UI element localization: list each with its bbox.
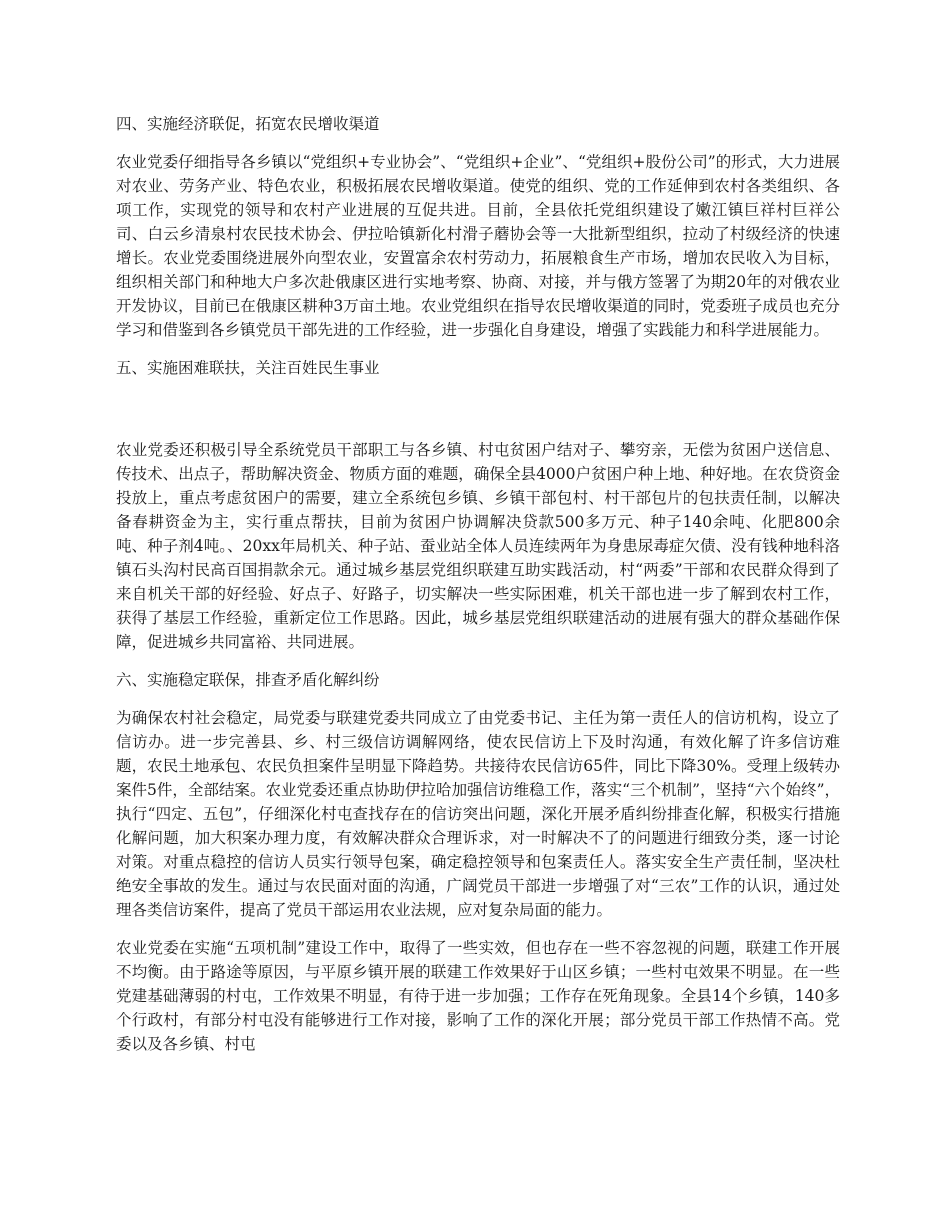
paragraph-problems-summary: 农业党委在实施“五项机制”建设工作中，取得了一些实效，但也存在一些不容忽视的问题，联建工作开展不均衡。由于路途等原因，与平原乡镇开展的联建工作效果好于山区乡镇；一些村屯效果不明显。在一些党建基础薄弱的村屯，工作效果不明显，有待于进一步加强；工作存在死角现象。全县14个乡镇，140多个行政村，有部分村屯没有能够进行工作对接，影响了工作的深化开展；部分党员干部工作热情不高。党委以及各乡镇、村屯	[116, 939, 840, 1053]
paragraph-stability-petitions: 为确保农村社会稳定，局党委与联建党委共同成立了由党委书记、主任为第一责任人的信访机构，设立了信访办。进一步完善县、乡、村三级信访调解网络，使农民信访上下及时沟通，有效化解了许多信访难题，农民土地承包、农民负担案件呈明显下降趋势。共接待农民信访65件，同比下降30%。受理上级转办案件5件，全部结案。农业党委还重点协助伊拉哈加强信访维稳工作，落实“三个机制”，坚持“六个始终”，执行“四定、五包”，仔细深化村屯查找存在的信访突出问题，深化开展矛盾纠纷排查化解，积极实行措施化解问题，加大积案办理力度，有效解决群众合理诉求，对一时解决不了的问题进行细致分类，逐一讨论对策。对重点稳控的信访人员实行领导包案，确定稳控领导和包案责任人。落实安全生产责任制，坚决杜绝安全事故的发生。通过与农民面对面的沟通，广阔党员干部进一步增强了对“三农”工作的认识，通过处理各类信访案件，提高了党员干部运用农业法规，应对复杂局面的能力。	[116, 709, 840, 919]
section-heading-4: 四、实施经济联促，拓宽农民增收渠道	[116, 115, 380, 133]
section-heading-5: 五、实施困难联扶，关注百姓民生事业	[116, 359, 380, 377]
paragraph-economic-linkage: 农业党委仔细指导各乡镇以“党组织+专业协会”、“党组织+企业”、“党组织+股份公司”的形式，大力进展对农业、劳务产业、特色农业，积极拓展农民增收渠道。使党的组织、党的工作延伸到农村各类组织、各项工作，实现党的领导和农村产业进展的互促共进。目前，全县依托党组织建设了嫩江镇巨祥村巨祥公司、白云乡清泉村农民技术协会、伊拉哈镇新化村滑子蘑协会等一大批新型组织，拉动了村级经济的快速增长。农业党委围绕进展外向型农业，安置富余农村劳动力，拓展粮食生产市场，增加农民收入为目标，组织相关部门和种地大户多次赴俄康区进行实地考察、协商、对接，并与俄方签署了为期20年的对俄农业开发协议，目前已在俄康区耕种3万亩土地。农业党组织在指导农民增收渠道的同时，党委班子成员也充分学习和借鉴到各乡镇党员干部先进的工作经验，进一步强化自身建设，增强了实践能力和科学进展能力。	[116, 153, 840, 339]
section-heading-6: 六、实施稳定联保，排查矛盾化解纠纷	[116, 671, 380, 689]
paragraph-poverty-assistance: 农业党委还积极引导全系统党员干部职工与各乡镇、村屯贫困户结对子、攀穷亲，无偿为贫困户送信息、传技术、出点子，帮助解决资金、物质方面的难题，确保全县4000户贫困户种上地、种好地。在农贷资金投放上，重点考虑贫困户的需要，建立全系统包乡镇、乡镇干部包村、村干部包片的包扶责任制，以解决备春耕资金为主，实行重点帮扶，目前为贫困户协调解决贷款500多万元、种子140余吨、化肥800余吨、种子剂4吨。、20xx年局机关、种子站、蚕业站全体人员连续两年为身患尿毒症欠债、没有钱种地科洛镇石头沟村民高百国捐款余元。通过城乡基层党组织联建互助实践活动，村“两委”干部和农民群众得到了来自机关干部的好经验、好点子、好路子，切实解决一些实际困难，机关干部也进一步了解到农村工作，获得了基层工作经验，重新定位工作思路。因此，城乡基层党组织联建活动的进展有强大的群众基础作保障，促进城乡共同富裕、共同进展。	[116, 441, 840, 651]
document-page	[116, 112, 840, 1070]
